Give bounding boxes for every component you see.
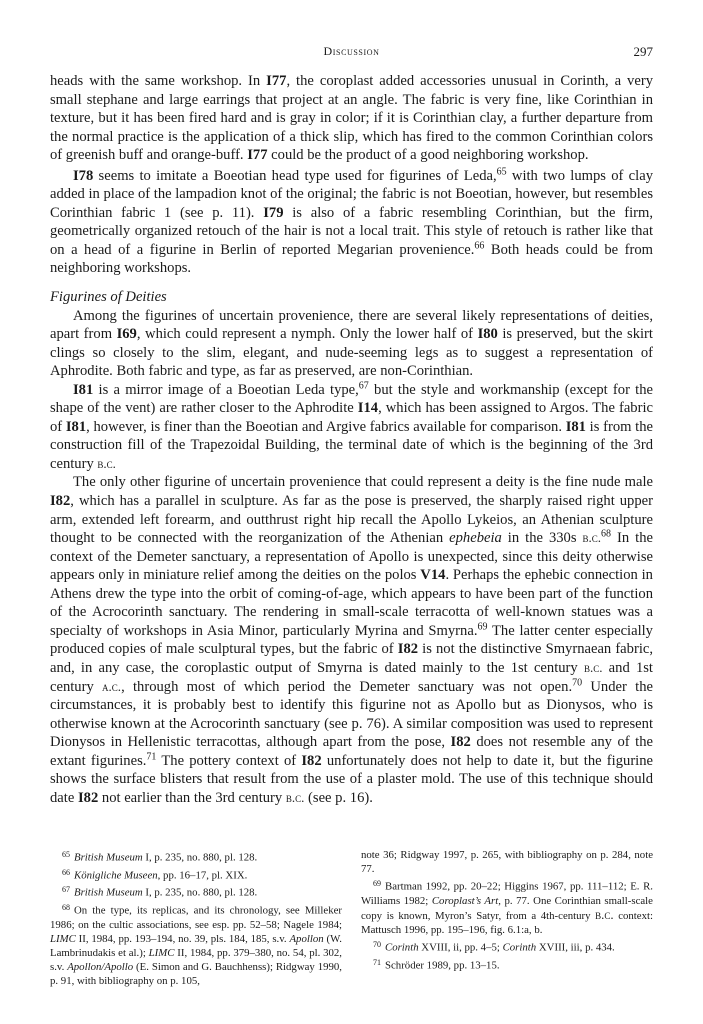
text-run: Among the figurines of uncertain provenience, there are several likely representations of deities, apart from: [50, 307, 653, 343]
text-run: with two lumps of clay added in place of the lampadion knot of the original; the fabric is not Boeotian, however, but resembles Corinthian fabric 1 (see p. 11).: [50, 167, 653, 221]
catalog-ref: I14: [357, 400, 379, 417]
footnotes-right-column: [361, 848, 653, 989]
italic-term: ephebeia: [449, 530, 502, 547]
text-run: . Perhaps the ephebic connection in Athens drew the type into the orbit of coming-of-age, which appears to have been part of the function of the Acrocorinth sanctuary. The rendering in small-scale terracotta of well-known statues was a specialty of workshops in Asia Minor, particularly Myrina and Smyrna.: [50, 567, 653, 639]
paragraph-5: [50, 473, 653, 807]
catalog-ref: I82: [450, 734, 471, 751]
text-run: , through most of which period the Demeter sanctuary was not open.: [121, 678, 573, 695]
text-run: XVIII, ii, pp. 4–5;: [418, 941, 503, 954]
small-caps-era: b.c.: [582, 530, 602, 546]
italic-term: Coroplast’s Art: [431, 894, 499, 907]
small-caps-era: b.c.: [595, 906, 614, 922]
text-run: , which has been assigned to Argos. The fabric of: [50, 400, 653, 435]
text-run: (see p. 16).: [304, 789, 373, 806]
text-run: Under the circumstances, it is probably best to identify this figurine not as Apollo but as Dionysos, who is otherwise known at the Acrocorinth sanctuary (see p. 76). A similar composition was used to represent Dionysos in Hellenistic terracottas, although apart from the pose,: [50, 678, 653, 751]
catalog-ref: I82: [77, 789, 99, 806]
text-run: context: Mattusch 1996, pp. 195–196, fig. 6.1:a, b.: [361, 909, 653, 937]
text-run: could be the product of a good neighboring workshop.: [267, 147, 589, 164]
text-run: in the 330s: [501, 530, 583, 547]
footnotes: [50, 848, 653, 989]
footnote-number: 67: [62, 885, 70, 895]
footnote-ref: 68: [601, 528, 612, 540]
text-run: heads with the same workshop. In: [50, 73, 267, 89]
text-run: is a mirror image of a Boeotian Leda type,: [93, 381, 359, 398]
italic-term: Apollon: [289, 932, 324, 945]
text-run: is not the distinctive Smyrnaean fabric, and, in any case, the coroplastic output of Smyrna is dated mainly to the 1st century: [50, 641, 653, 676]
text-run: , which has a parallel in sculpture. As far as the pose is preserved, the sharply raised right upper arm, extended left forearm, and outthrust right hip recall the Apollo Lykeios, an Athenian sculpture thought to be connected with the reorganization of the Athenian: [50, 493, 653, 547]
text-run: I, p. 235, no. 880, pl. 128.: [142, 851, 258, 864]
text-run: , the coroplast added accessories unusual in Corinth, a very small stephane and large earrings that project at an angle. The fabric is very fine, like Corinthian in texture, but it has been fired hard and is gray in color; if it is Corinthian clay, a further departure from the normal practice is the application of a thick slip, which has fired to the common Corinthian colors of greenish buff and orange-buff.: [50, 73, 653, 164]
text-run: seems to imitate a Boeotian head type used for figurines of Leda,: [93, 167, 497, 184]
catalog-ref: I69: [116, 326, 137, 343]
footnote: [361, 848, 653, 876]
text-run: XVIII, iii, p. 434.: [536, 941, 615, 954]
footnote-ref: 70: [572, 677, 583, 688]
catalog-ref: I77: [247, 147, 268, 164]
catalog-ref: I82: [50, 493, 71, 510]
section-heading: Figurines of Deities: [50, 289, 167, 306]
italic-term: British Museum: [74, 851, 143, 864]
small-caps-era: b.c.: [97, 455, 116, 471]
text-run: , which could represent a nymph. Only the lower half of: [136, 326, 478, 343]
footnote-number: 71: [373, 957, 381, 967]
footnote-ref: 71: [146, 751, 157, 763]
text-run: The latter center especially produced copies of male sculptural types, but the fabric of: [50, 622, 653, 658]
page-number: 297: [633, 44, 653, 59]
catalog-ref: I80: [477, 326, 498, 343]
catalog-ref: I78: [73, 167, 94, 184]
footnotes-left-column: [50, 848, 342, 989]
footnote-number: 70: [373, 940, 381, 950]
text-run: unfortunately does not help to date it, but the figurine shows the surface blisters that result from the use of a plaster mold. The use of this technique should date: [50, 752, 654, 806]
running-head: Discussion: [323, 44, 380, 58]
footnote-number: 65: [62, 850, 70, 859]
text-run: The only other figurine of uncertain provenience that could represent a deity is the fine nude male: [73, 474, 653, 491]
footnote: [361, 877, 653, 937]
italic-term: LIMC: [50, 932, 76, 945]
text-run: In the context of the Demeter sanctuary, a representation of Apollo is unexpected, since this deity otherwise appears only in miniature relief among the deities on the polos: [50, 530, 653, 584]
catalog-ref: I81: [73, 381, 94, 398]
footnote-ref: 67: [358, 380, 369, 392]
text-run: and 1st century: [50, 659, 653, 695]
text-run: does not resemble any of the extant figurines.: [50, 734, 653, 769]
small-caps-era: b.c.: [285, 789, 305, 805]
paragraph-3: [50, 307, 653, 381]
text-run: , however, is finer than the Boeotian and Argive fabrics available for comparison.: [86, 418, 566, 435]
text-run: is also of a fabric resembling Corinthian, but the firm, geometrically organized retouch of the hair is not a local trait. This style of retouch is rather like that on a head of a figurine in Berlin of reported Megarian provenience.: [50, 204, 654, 258]
text-run: I, p. 235, no. 880, pl. 128.: [142, 886, 258, 899]
page-header: [50, 44, 653, 64]
footnote: [50, 848, 342, 865]
footnote-number: 69: [373, 879, 381, 889]
footnote: [361, 938, 653, 955]
catalog-ref: I79: [263, 204, 284, 221]
text-run: On the type, its replicas, and its chronology, see Milleker 1986; on the cultic associations, see esp. pp. 52–58; Nagele 1984;: [50, 904, 342, 931]
catalog-ref: I82: [301, 752, 322, 769]
small-caps-era: b.c.: [583, 659, 603, 675]
italic-term: British Museum: [74, 886, 143, 899]
italic-term: Apollon/Apollo: [67, 961, 134, 974]
catalog-ref: I77: [266, 73, 287, 89]
footnote: [361, 956, 653, 973]
italic-term: LIMC: [148, 946, 175, 959]
text-run: is preserved, but the skirt clings so closely to the slim, elegant, and nude-seeming legs as to suggest a representation of Aphrodite. Both fabric and type, as far as preserved, are non-Corinthian.: [50, 326, 653, 380]
catalog-ref: I82: [397, 641, 419, 658]
small-caps-era: a.c.: [102, 678, 122, 694]
italic-term: Königliche Museen: [74, 869, 158, 882]
text-run: but the style and workmanship (except for the shape of the vent) are rather closer to the Aphrodite: [50, 381, 653, 417]
footnote-ref: 69: [477, 621, 488, 633]
text-run: , p. 77. One Corinthian small-scale copy is known, Myron’s Satyr, from a 4th-century: [361, 894, 653, 922]
footnote-number: 66: [62, 867, 70, 877]
paragraph-2: [50, 167, 653, 278]
footnote: [50, 866, 342, 883]
text-run: (E. Simon and G. Bauchhenss); Ridgway 1990, p. 91, with bibliography on p. 105,: [50, 961, 342, 988]
italic-term: Corinth: [502, 941, 537, 954]
text-run: not earlier than the 3rd century: [98, 789, 286, 806]
body-text: [50, 72, 653, 807]
text-run: Schröder 1989, pp. 13–15.: [385, 959, 500, 972]
footnote-ref: 65: [496, 166, 507, 178]
paragraph-4: [50, 381, 653, 474]
italic-term: Corinth: [385, 941, 419, 954]
text-run: The pottery context of: [156, 752, 302, 769]
catalog-ref: I81: [565, 418, 586, 435]
text-run: Both heads could be from neighboring workshops.: [50, 241, 654, 277]
footnote-ref: 66: [474, 240, 485, 252]
text-run: is from the construction fill of the Trapezoidal Building, the terminal date of which is the beginning of the 3rd century: [50, 418, 653, 472]
text-run: (W. Lambrinudakis et al.);: [50, 932, 342, 959]
footnote: [50, 883, 342, 900]
footnote-number: 68: [62, 903, 70, 913]
paragraph-1: [50, 72, 653, 165]
text-run: Bartman 1992, pp. 20–22; Higgins 1967, pp. 111–112; E. R. Williams 1982;: [361, 880, 653, 907]
catalog-ref: I81: [65, 418, 87, 435]
text-run: note 36; Ridgway 1997, p. 265, with bibliography on p. 284, note 77.: [361, 849, 653, 876]
text-run: II, 1984, pp. 193–194, no. 39, pls. 184, 185, s.v.: [75, 932, 290, 945]
text-run: II, 1984, pp. 379–380, no. 54, pl. 302, s.v.: [50, 946, 343, 974]
catalog-ref: V14: [420, 567, 446, 584]
footnote: [50, 901, 342, 988]
text-run: , pp. 16–17, pl. XIX.: [157, 869, 248, 882]
